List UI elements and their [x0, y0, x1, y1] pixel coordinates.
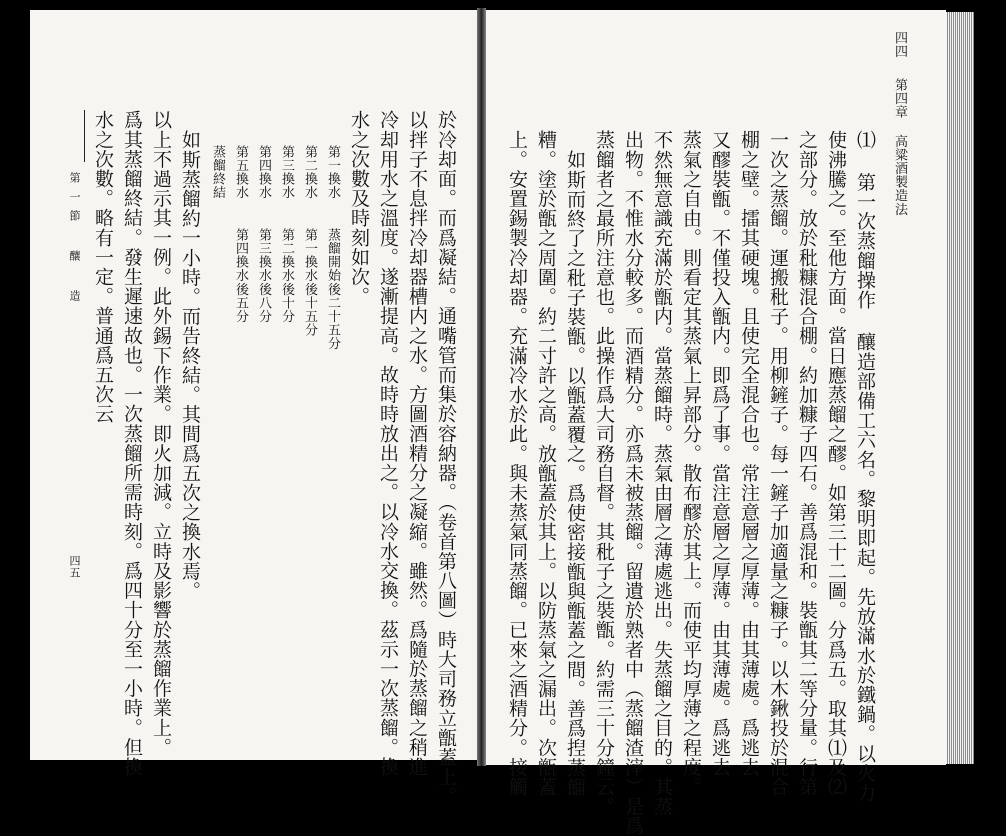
water-change-event: 蒸餾終結 — [210, 145, 225, 200]
book-gutter — [477, 8, 486, 766]
water-change-event: 第四換水 — [256, 145, 271, 200]
water-change-time: 第一換水後十五分 — [302, 228, 317, 337]
water-change-time: 蒸餾開始後二十五分 — [325, 228, 340, 351]
left-column: 如斯蒸餾約一小時。而告終結。其間爲五次之換水焉。 — [179, 130, 201, 601]
water-change-time: 第四換水後五分 — [233, 228, 248, 324]
footer-section-title: 第一節 釀 造 — [68, 172, 81, 309]
left-column: 冷却用水之溫度。遂漸提高。故時時放出之。以冷水交換。茲示一次蒸餾。換 — [377, 110, 399, 777]
water-change-time: 第三換水後八分 — [256, 228, 271, 324]
right-column: 糟。塗於甑之周圍。約二寸許之高。放甑蓋於其上。以防蒸氣之漏出。次甑蓋 — [535, 130, 557, 797]
water-change-time: 第二換水後十分 — [279, 228, 294, 324]
page-edges — [946, 12, 974, 764]
left-column: 爲其蒸餾終結。發生遲速故也。一次蒸餾所需時刻。爲四十分至一小時。但換 — [121, 110, 143, 777]
right-column: 不然無意識充滿於甑内。當蒸餾時。蒸氣由層之薄處逃出。失蒸餾之目的。其蒸 — [651, 130, 673, 816]
right-column: 蒸氣之自由。則看定其蒸氣上昇部分。散布醪於其上。而使平均厚薄之程度。 — [680, 130, 702, 797]
water-change-event: 第五換水 — [233, 145, 248, 200]
footer-page-number: 四五 — [68, 555, 81, 579]
right-column: 之部分。放於秕糠混合棚。約加糠子四石。善爲混和。裝甑其二等分量。行第 — [796, 130, 818, 797]
right-column: 又醪裝甑。不僅投入甑内。即爲了事。當注意層之厚薄。由其薄處。爲逃去 — [709, 130, 731, 777]
right-header-title: 第四章 高粱酒製造法 — [892, 78, 907, 216]
right-column: 上。安置錫製冷却器。充滿冷水於此。與未蒸氣同蒸餾。已來之酒精分。接觸 — [506, 130, 528, 797]
left-column: 以拌子不息拌冷却器槽内之水。方圖酒精分之凝縮。雖然。爲隨於蒸餾之稍進 — [406, 110, 428, 777]
right-column: 蒸餾者之最所注意也。此操作爲大司務自督。其秕子之裝甑。約需三十分鐘云。 — [593, 130, 615, 816]
water-change-event: 第一換水 — [325, 145, 340, 200]
right-column: 棚之壁。擂其硬塊。且使完全混合也。常注意層之厚薄。由其薄處。爲逃去 — [738, 130, 760, 777]
right-column: ⑴ 第一次蒸餾操作 釀造部備工六名。黎明即起。先放滿水於鐵鍋。以火力 — [854, 130, 876, 803]
left-column: 以上不過示其一例。此外錫下作業。即火加減。立時及影響於蒸餾作業上。 — [150, 110, 172, 757]
right-column: 出物。不惟水分較多。而酒精分。亦爲未被蒸餾。留遺於熟者中（蒸餾渣滓）是爲 — [622, 130, 644, 836]
left-column: 於冷却面。而爲凝結。通嘴管而集於容納器。（卷首第八圖）時大司務立甑蓋上。 — [435, 110, 457, 807]
water-change-event: 第三換水 — [279, 145, 294, 200]
right-column: 使沸騰之。至他方面。當日應蒸餾之醪。如第三十二圖。分爲五。取其⑴及⑵ — [825, 130, 847, 797]
left-column: 水之次數及時刻如次。 — [348, 110, 370, 306]
left-column: 水之次數。略有一定。普通爲五次云 — [92, 110, 114, 424]
footer-rule — [84, 110, 85, 162]
right-column: 如斯而終了之秕子裝甑。以甑蓋覆之。爲使密接甑與甑蓋之間。善爲揑蒸餾 — [564, 150, 586, 797]
right-header-page-number: 四四 — [892, 31, 907, 59]
water-change-event: 第二換水 — [302, 145, 317, 200]
right-column: 一次之蒸餾。運搬秕子。用柳鏟子。每一鏟子加適量之糠子。以木鍬投於混合 — [767, 130, 789, 797]
